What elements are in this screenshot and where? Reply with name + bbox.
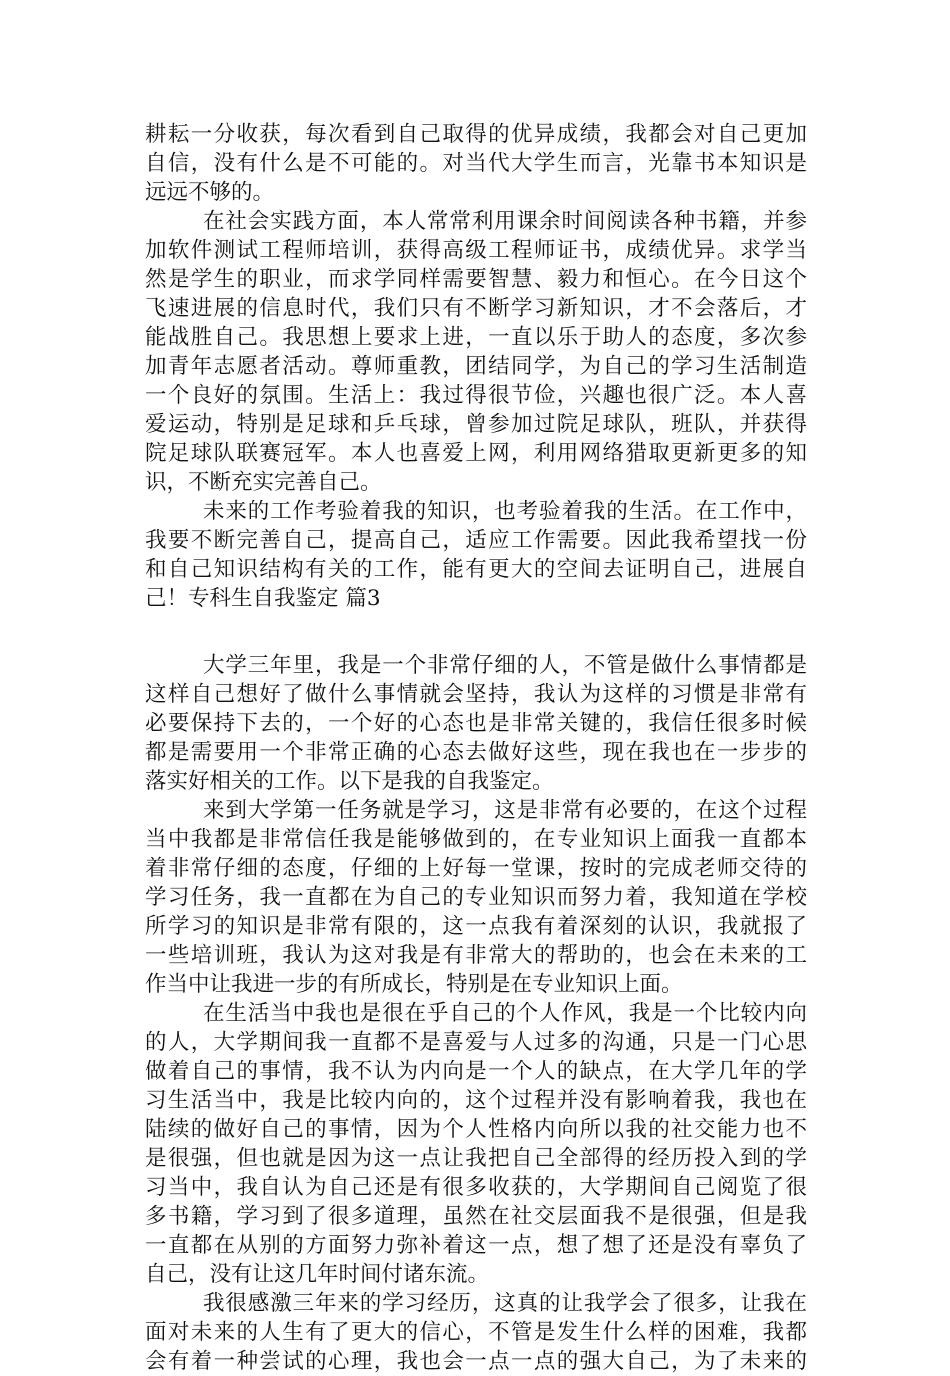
text-line: 作当中让我进一步的有所成长，特别是在专业知识上面。 bbox=[145, 972, 683, 997]
text-line: 这样自己想好了做什么事情就会坚持，我认为这样的习惯是非常有 bbox=[145, 682, 807, 707]
text-line: 和自己知识结构有关的工作，能有更大的空间去证明自己，进展自 bbox=[145, 557, 807, 582]
text-line: 一个良好的氛围。生活上：我过得很节俭，兴趣也很广泛。本人喜 bbox=[145, 383, 807, 408]
text-line: 习当中，我自认为自己还是有很多收获的，大学期间自己阅览了很 bbox=[145, 1175, 807, 1200]
text-line: 加青年志愿者活动。尊师重教，团结同学，为自己的学习生活制造 bbox=[145, 354, 807, 379]
text-line: 习生活当中，我是比较内向的，这个过程并没有影响着我，我也在 bbox=[145, 1088, 807, 1113]
text-line: 院足球队联赛冠军。本人也喜爱上网，利用网络猎取更新更多的知 bbox=[145, 441, 807, 466]
paragraph-first-line: 未来的工作考验着我的知识，也考验着我的生活。在工作中， bbox=[203, 499, 807, 524]
paragraph-first-line: 在社会实践方面，本人常常利用课余时间阅读各种书籍，并参 bbox=[203, 209, 807, 234]
paragraph-first-line: 大学三年里，我是一个非常仔细的人，不管是做什么事情都是 bbox=[203, 653, 807, 678]
text-line: 一些培训班，我认为这对我是有非常大的帮助的，也会在未来的工 bbox=[145, 943, 807, 968]
text-line: 的人，大学期间我一直都不是喜爱与人过多的沟通，只是一门心思 bbox=[145, 1030, 807, 1055]
text-line: 耕耘一分收获，每次看到自己取得的优异成绩，我都会对自己更加 bbox=[145, 122, 807, 147]
text-line: 所学习的知识是非常有限的，这一点我有着深刻的认识，我就报了 bbox=[145, 914, 807, 939]
paragraph-first-line: 我很感激三年来的学习经历，这真的让我学会了很多，让我在 bbox=[203, 1291, 807, 1316]
text-line: 做着自己的事情，我不认为内向是一个人的缺点，在大学几年的学 bbox=[145, 1059, 807, 1084]
text-line: 陆续的做好自己的事情，因为个人性格内向所以我的社交能力也不 bbox=[145, 1117, 807, 1142]
text-line: 飞速进展的信息时代，我们只有不断学习新知识，才不会落后，才 bbox=[145, 296, 807, 321]
text-line: 然是学生的职业，而求学同样需要智慧、毅力和恒心。在今日这个 bbox=[145, 267, 807, 292]
paragraph-first-line: 来到大学第一任务就是学习，这是非常有必要的，在这个过程 bbox=[203, 798, 807, 823]
text-line: 一直都在从别的方面努力弥补着这一点，想了想了还是没有辜负了 bbox=[145, 1233, 807, 1258]
text-line: 面对未来的人生有了更大的信心，不管是发生什么样的困难，我都 bbox=[145, 1320, 807, 1345]
text-line: 学习任务，我一直都在为自己的专业知识而努力着，我知道在学校 bbox=[145, 885, 807, 910]
text-line: 着非常仔细的态度，仔细的上好每一堂课，按时的完成老师交待的 bbox=[145, 856, 807, 881]
text-line: 自己，没有让这几年时间付诸东流。 bbox=[145, 1262, 490, 1287]
text-line: 是很强，但也就是因为这一点让我把自己全部得的经历投入到的学 bbox=[145, 1146, 807, 1171]
text-line: 我要不断完善自己，提高自己，适应工作需要。因此我希望找一份 bbox=[145, 528, 807, 553]
text-line: 远远不够的。 bbox=[145, 180, 275, 205]
text-line: 必要保持下去的，一个好的心态也是非常关键的，我信任很多时候 bbox=[145, 711, 807, 736]
text-line: 自信，没有什么是不可能的。对当代大学生而言，光靠书本知识是 bbox=[145, 151, 807, 176]
text-line: 多书籍，学习到了很多道理，虽然在社交层面我不是很强，但是我 bbox=[145, 1204, 807, 1229]
text-line: 能战胜自己。我思想上要求上进，一直以乐于助人的态度，多次参 bbox=[145, 325, 807, 350]
text-line: 会有着一种尝试的心理，我也会一点一点的强大自己，为了未来的 bbox=[145, 1349, 807, 1374]
text-line: 都是需要用一个非常正确的心态去做好这些，现在我也在一步步的 bbox=[145, 740, 807, 765]
paragraph-first-line: 在生活当中我也是很在乎自己的个人作风，我是一个比较内向 bbox=[203, 1001, 807, 1026]
section-heading-line: 己！专科生自我鉴定 篇3 bbox=[145, 586, 381, 611]
text-line: 落实好相关的工作。以下是我的自我鉴定。 bbox=[145, 769, 554, 794]
text-line: 当中我都是非常信任我是能够做到的，在专业知识上面我一直都本 bbox=[145, 827, 807, 852]
text-line: 识，不断充实完善自己。 bbox=[145, 470, 382, 495]
text-line: 爱运动，特别是足球和乒乓球，曾参加过院足球队，班队，并获得 bbox=[145, 412, 807, 437]
text-line: 加软件测试工程师培训，获得高级工程师证书，成绩优异。求学当 bbox=[145, 238, 807, 263]
